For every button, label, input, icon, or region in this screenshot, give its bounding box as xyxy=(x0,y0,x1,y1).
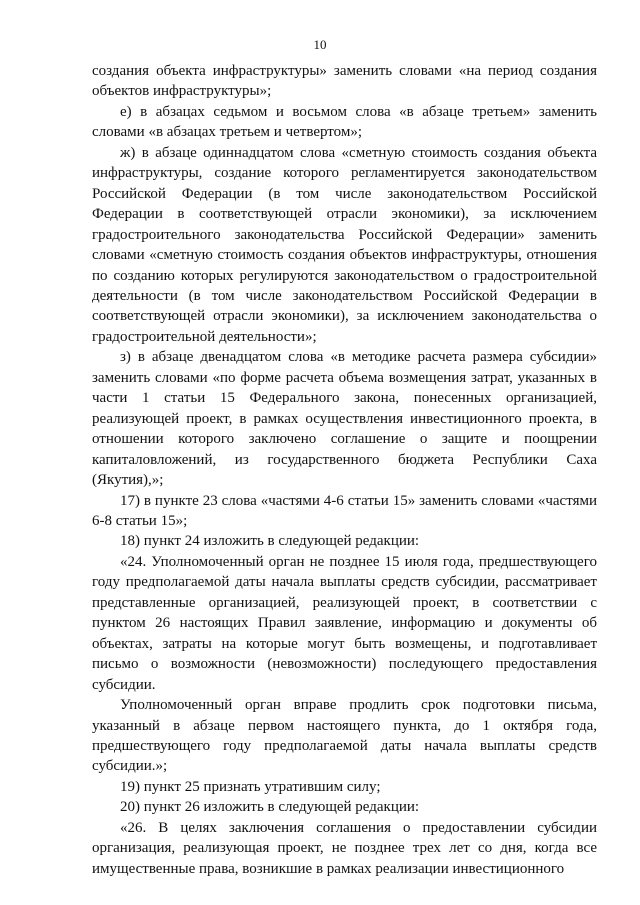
paragraph-clause-24-second: Уполномоченный орган вправе продлить срок подготовки письма, указанный в абзаце первом настоящего пункта, до 1 октября года, предшествующего году предполагаемой даты начала выплаты средств субсидии.»; xyxy=(92,697,597,775)
page-number: 10 xyxy=(313,37,327,52)
paragraph-item-18: 18) пункт 24 изложить в следующей редакции: xyxy=(120,533,420,550)
document-body xyxy=(92,61,597,879)
paragraph-clause-26: «26. В целях заключения соглашения о предоставлении субсидии организация, реализующая проект, не позднее трех лет со дня, когда все имущественные права, возникшие в рамках реализации инвестиционного xyxy=(92,819,597,877)
paragraph-item-19: 19) пункт 25 признать утратившим силу; xyxy=(120,778,381,795)
paragraph-item-20: 20) пункт 26 изложить в следующей редакции: xyxy=(120,799,420,816)
paragraph-continuation: создания объекта инфраструктуры» заменить словами «на период создания объектов инфраструктуры»; xyxy=(92,63,597,100)
paragraph-item-e: е) в абзацах седьмом и восьмом слова «в абзаце третьем» заменить словами «в абзацах третьем и четвертом»; xyxy=(92,103,597,141)
paragraph-item-z: з) в абзаце двенадцатом слова «в методике расчета размера субсидии» заменить словами «по форме расчета объема возмещения затрат, указанных в части 1 статьи 15 Федерального закона, понесенных организацией, реализующей проект, в рамках осуществления инвестиционного проекта, в отношении которого заключено соглашение о защите и поощрении капиталовложений, из государственного бюджета Республики Саха (Якутия),»; xyxy=(92,349,597,489)
paragraph-item-zh: ж) в абзаце одиннадцатом слова «сметную стоимость создания объекта инфраструктуры, создание которого регламентируется законодательством Российской Федерации (в том числе законодательством Российской Федерации в соответствующей отрасли экономики), за исключением градостроительного законодательства Российской Федерации» заменить словами «сметную стоимость создания объектов инфраструктуры, отношения по созданию которых регулируются законодательством о градостроительной деятельности (в том числе законодательством Российской Федерации в соответствующей отрасли экономики), за исключением законодательства о градостроительной деятельности»; xyxy=(92,144,597,345)
paragraph-clause-24: «24. Уполномоченный орган не позднее 15 июля года, предшествующего году предполагаемой даты начала выплаты средств субсидии, рассматривает представленные организацией, реализующей проект, в соответствии с пунктом 26 настоящих Правил заявление, информацию и документы об объектах, затраты на которые могут быть возмещены, и подготавливает письмо о возможности (невозможности) последующего предоставления субсидии. xyxy=(92,553,597,693)
paragraph-item-17: 17) в пункте 23 слова «частями 4-6 статьи 15» заменить словами «частями 6-8 статьи 15»; xyxy=(92,492,597,529)
